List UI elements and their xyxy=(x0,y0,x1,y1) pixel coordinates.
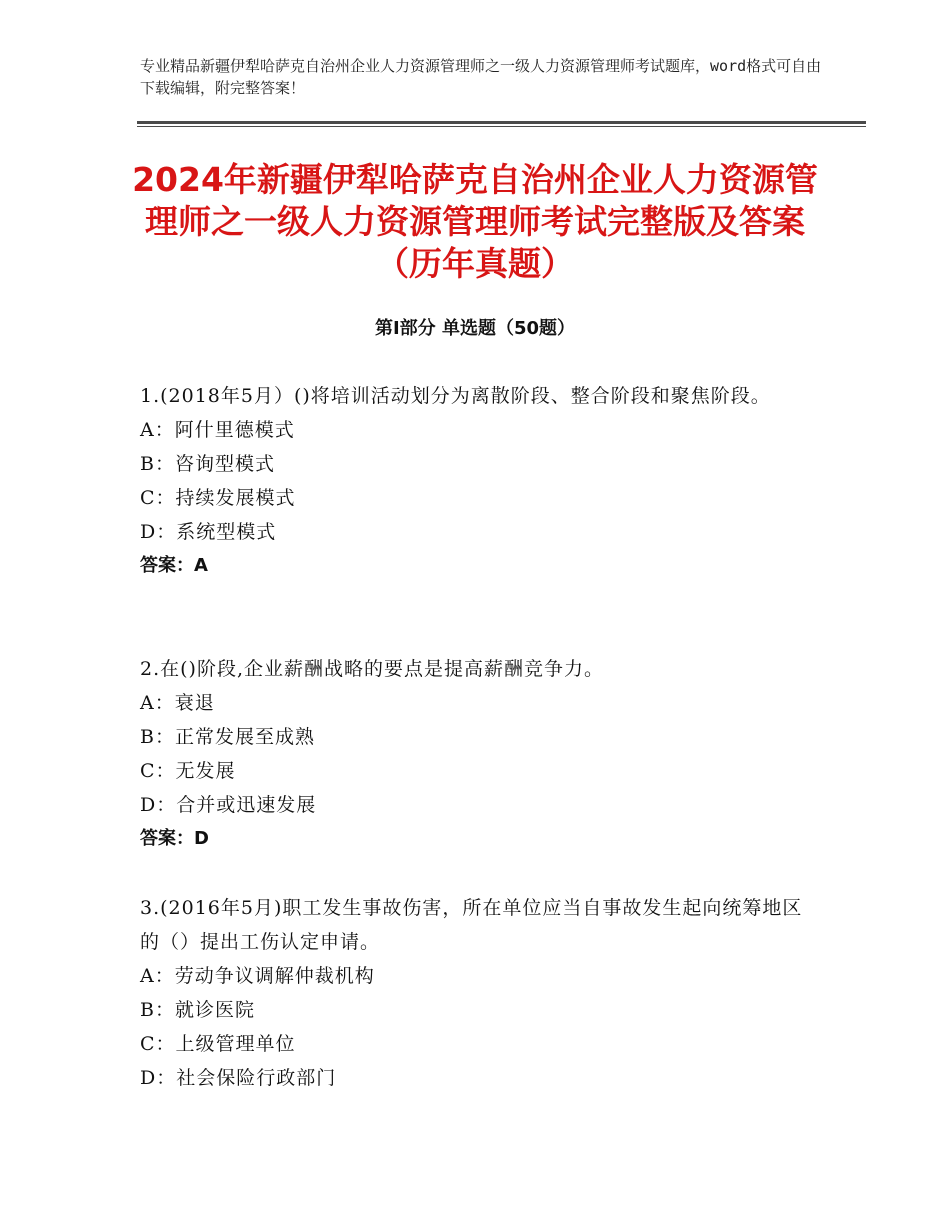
option-d: D：系统型模式 xyxy=(140,521,277,543)
option-b: B：咨询型模式 xyxy=(140,453,275,475)
option-d: D：社会保险行政部门 xyxy=(140,1067,337,1089)
option-c: C：持续发展模式 xyxy=(140,487,296,509)
section-title: 第Ⅰ部分 单选题（50题） xyxy=(374,318,575,339)
header-rule-thick xyxy=(137,121,866,124)
header-rule-thin xyxy=(137,126,866,127)
option-c: C：上级管理单位 xyxy=(140,1033,296,1055)
question-stem: 1.(2018年5月）()将培训活动划分为离散阶段、整合阶段和聚焦阶段。 xyxy=(140,385,771,407)
option-d: D：合并或迅速发展 xyxy=(140,794,317,816)
option-a: A：阿什里德模式 xyxy=(140,419,295,441)
question-stem: 2.在()阶段,企业薪酬战略的要点是提高薪酬竞争力。 xyxy=(140,658,604,680)
answer: 答案：D xyxy=(140,828,209,849)
document-title: 2024年新疆伊犁哈萨克自治州企业人力资源管理师之一级人力资源管理师考试完整版及答案（历年真题） xyxy=(132,160,818,283)
answer: 答案：A xyxy=(140,555,208,576)
header-note: 专业精品新疆伊犁哈萨克自治州企业人力资源管理师之一级人力资源管理师考试题库，word格式可自由下载编辑，附完整答案！ xyxy=(140,57,822,97)
question-1 xyxy=(140,379,820,583)
question-stem: 3.(2016年5月)职工发生事故伤害，所在单位应当自事故发生起向统筹地区的（）提出工伤认定申请。 xyxy=(140,897,803,953)
question-3 xyxy=(140,891,820,1095)
option-a: A：衰退 xyxy=(140,692,215,714)
option-b: B：正常发展至成熟 xyxy=(140,726,315,748)
option-c: C：无发展 xyxy=(140,760,236,782)
option-b: B：就诊医院 xyxy=(140,999,255,1021)
question-2 xyxy=(140,652,820,856)
option-a: A：劳动争议调解仲裁机构 xyxy=(140,965,375,987)
